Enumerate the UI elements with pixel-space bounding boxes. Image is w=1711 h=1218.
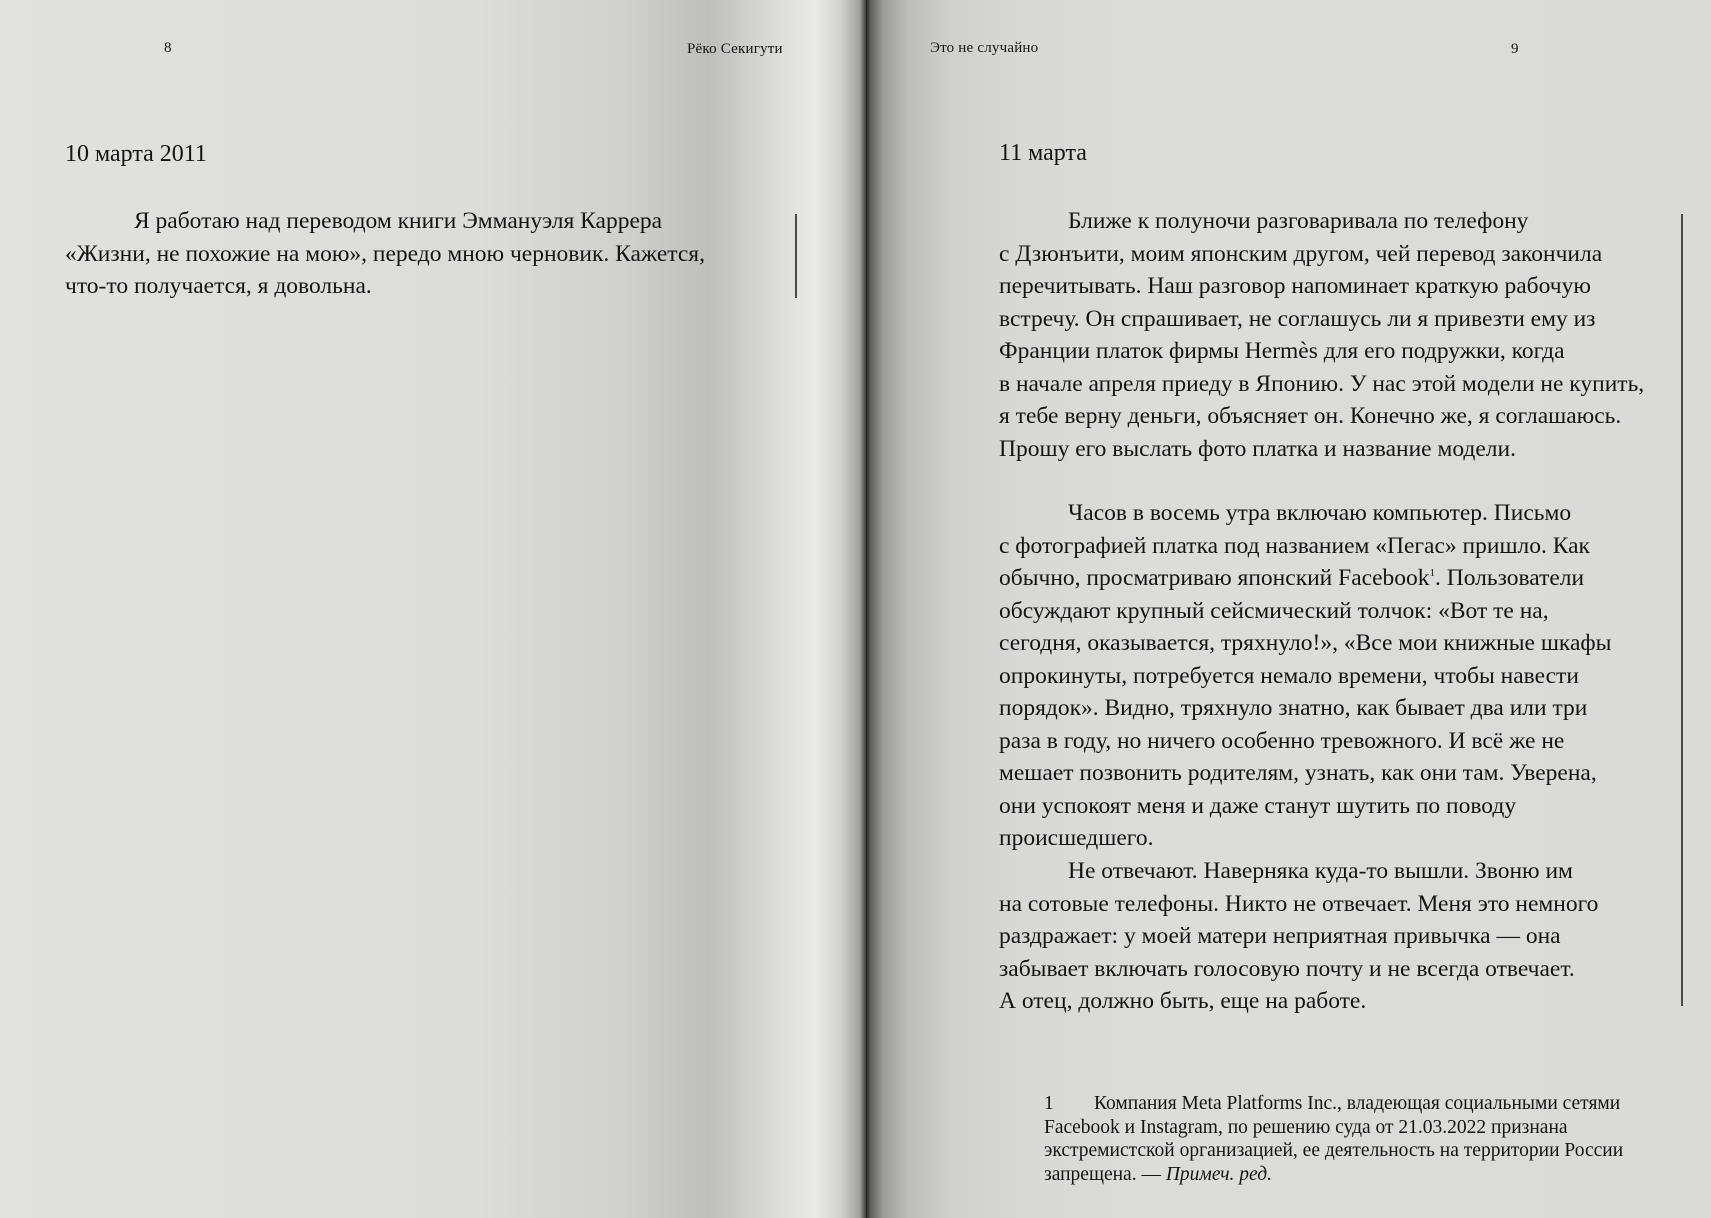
text-line: раздражает: у моей матери неприятная привычка — она	[999, 923, 1561, 949]
text-line: порядок». Видно, тряхнуло знатно, как бывает два или три	[999, 695, 1588, 721]
text-line: с фотографией платка под названием «Пегас» пришло. Как	[999, 532, 1590, 559]
text-line: Часов в восемь утра включаю компьютер. Письмо	[1068, 500, 1572, 526]
text-line: «Жизни, не похожие на мою», передо мною черновик. Кажется,	[65, 240, 705, 267]
footnote	[1044, 1092, 1623, 1186]
text-line: Не отвечают. Наверняка куда-то вышли. Звоню им	[1068, 858, 1573, 884]
right-page	[866, 0, 1711, 1218]
date-heading-right: 11 марта	[999, 140, 1087, 166]
footnote-line: Facebook и Instagram, по решению суда от 21.03.2022 признана	[1044, 1116, 1568, 1138]
text-line: Франции платок фирмы Hermès для его подружки, когда	[999, 338, 1565, 364]
text-line: перечитывать. Наш разговор напоминает краткую рабочую	[999, 273, 1591, 299]
editor-note: Примеч. ред.	[1165, 1163, 1272, 1185]
text-line: они успокоят меня и даже станут шутить по поводу	[999, 792, 1517, 819]
text-line: обсуждают крупный сейсмический толчок: «Вот те на,	[999, 597, 1549, 624]
right-running-header: Это не случайно	[930, 40, 1039, 56]
left-page-number: 8	[164, 40, 172, 56]
text-line: раза в году, но ничего особенно тревожного. И всё же не	[999, 727, 1565, 754]
text-fragment: обычно, просматриваю японский Facebook	[999, 565, 1430, 591]
text-line: что-то получается, я довольна.	[65, 273, 372, 299]
margin-change-bar-right	[1681, 214, 1683, 1006]
text-line: Я работаю над переводом книги Эммануэля Каррера	[134, 208, 663, 234]
footnote-line: запрещена. —	[1044, 1163, 1166, 1185]
text-line: сегодня, оказывается, тряхнуло!», «Все мои книжные шкафы	[999, 630, 1612, 656]
text-line: встречу. Он спрашивает, не соглашусь ли я привезти ему из	[999, 305, 1596, 332]
right-page-number: 9	[1511, 41, 1519, 57]
footnote-number: 1	[1044, 1093, 1054, 1114]
text-line: Прошу его выслать фото платка и название модели.	[999, 435, 1516, 462]
text-line: мешает позвонить родителям, узнать, как они там. Уверена,	[999, 760, 1597, 786]
paragraph-3	[999, 855, 1598, 1018]
text-line: Ближе к полуночи разговаривала по телефону	[1068, 208, 1529, 234]
paragraph-1	[999, 205, 1644, 465]
text-line: происшедшего.	[999, 825, 1154, 851]
text-line: я тебе верну деньги, объясняет он. Конечно же, я соглашаюсь.	[999, 403, 1622, 429]
text-line: забывает включать голосовую почту и не всегда отвечает.	[999, 955, 1575, 982]
text-line: опрокинуты, потребуется немало времени, чтобы навести	[999, 662, 1579, 689]
footnote-line: Компания Meta Platforms Inc., владеющая социальными сетями	[1094, 1093, 1621, 1114]
text-line: на сотовые телефоны. Никто не отвечает. Меня это немного	[999, 890, 1599, 917]
footnote-line: экстремистской организацией, ее деятельность на территории России	[1044, 1140, 1624, 1161]
left-paragraph	[65, 205, 705, 303]
text-line-with-footnote-ref	[999, 562, 1611, 595]
text-line: А отец, должно быть, еще на работе.	[999, 988, 1367, 1014]
date-heading-left: 10 марта 2011	[65, 141, 207, 167]
text-line: с Дзюнъити, моим японским другом, чей перевод закончила	[999, 240, 1603, 267]
left-running-header: Рёко Секигути	[687, 41, 783, 57]
paragraph-2	[999, 497, 1611, 855]
text-line: в начале апреля приеду в Японию. У нас этой модели не купить,	[999, 370, 1645, 397]
margin-change-bar-left	[795, 214, 797, 298]
footnote-reference: 1	[1429, 567, 1435, 579]
text-fragment: . Пользователи	[1435, 565, 1585, 591]
